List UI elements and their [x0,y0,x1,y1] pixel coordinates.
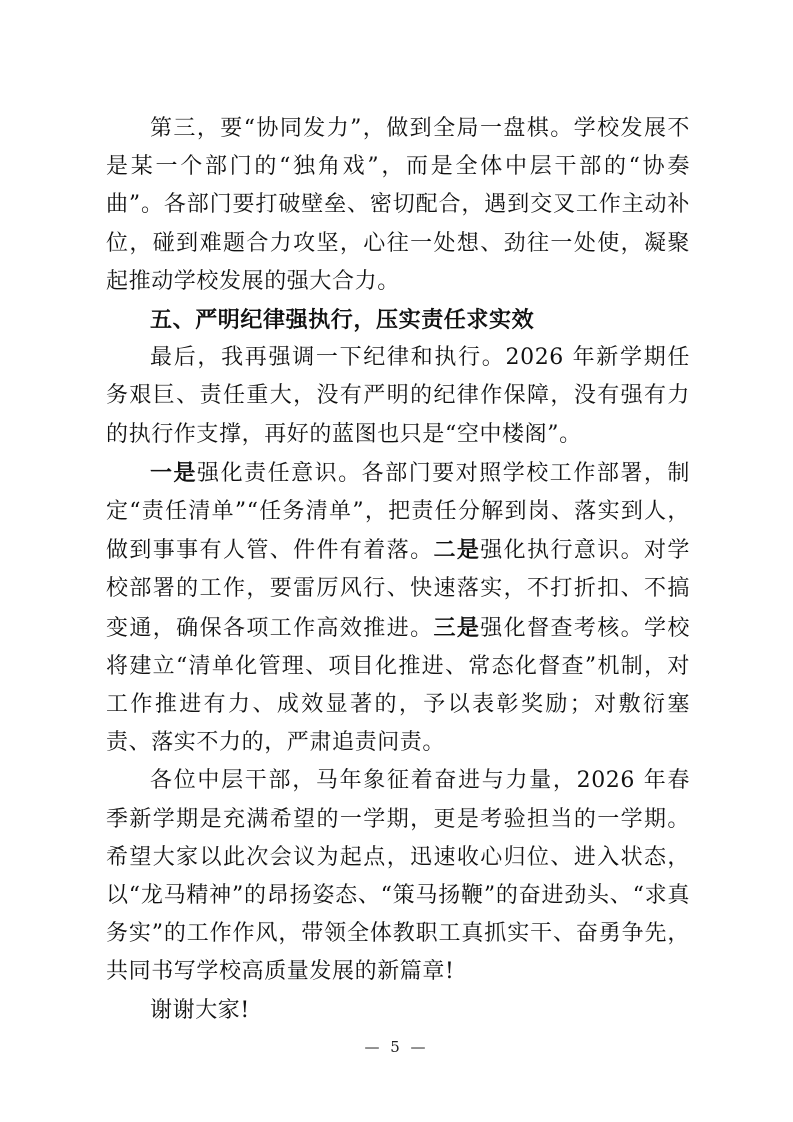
point-one-text: 强化责任意识。各部门要对照学校工作部署，制定“责任清单”“任务清单”，把责任分解到岗、落实到人，做到事事有人管、件件有着落。 [106,460,691,564]
paragraph-thanks: 谢谢大家! [150,997,250,1023]
page-number: — 5 — [364,1038,429,1056]
point-two-lead: 二是 [433,537,481,564]
point-three-text: 强化督查考核。学校将建立“清单化管理、项目化推进、常态化督查”机制，对工作推进有力、成效显著的，予以表彰奖励；对敷衍塞责、落实不力的，严肃追责问责。 [106,615,691,756]
paragraph-collaboration: 第三，要“协同发力”，做到全局一盘棋。学校发展不是某一个部门的“独角戏”，而是全体中层干部的“协奏曲”。各部门要打破壁垒、密切配合，遇到交叉工作主动补位，碰到难题合力攻坚，心往一处想、劲往一处使，凝聚起推动学校发展的强大合力。 [106,116,690,294]
paragraph-discipline-intro: 最后，我再强调一下纪律和执行。2026 年新学期任务艰巨、责任重大，没有严明的纪律作保障，没有强有力的执行作支撑，再好的蓝图也只是“空中楼阁”。 [106,345,690,447]
point-one-lead: 一是 [150,459,198,486]
point-three-lead: 三是 [433,614,481,641]
document-body [106,110,690,1030]
paragraph-three-points [106,454,690,763]
section-heading-five: 五、严明纪律强执行，压实责任求实效 [150,307,535,334]
paragraph-closing-call: 各位中层干部，马年象征着奋进与力量，2026 年春季新学期是充满希望的一学期，更是考验担当的一学期。希望大家以此次会议为起点，迅速收心归位、进入状态，以“龙马精神”的昂扬姿态、“策马扬鞭”的奋进劲头、“求真务实”的工作作风，带领全体教职工真抓实干、奋勇争先，共同书写学校高质量发展的新篇章! [106,768,690,985]
point-two-text: 强化执行意识。对学校部署的工作，要雷厉风行、快速落实，不打折扣、不搞变通，确保各项工作高效推进。 [106,538,691,641]
